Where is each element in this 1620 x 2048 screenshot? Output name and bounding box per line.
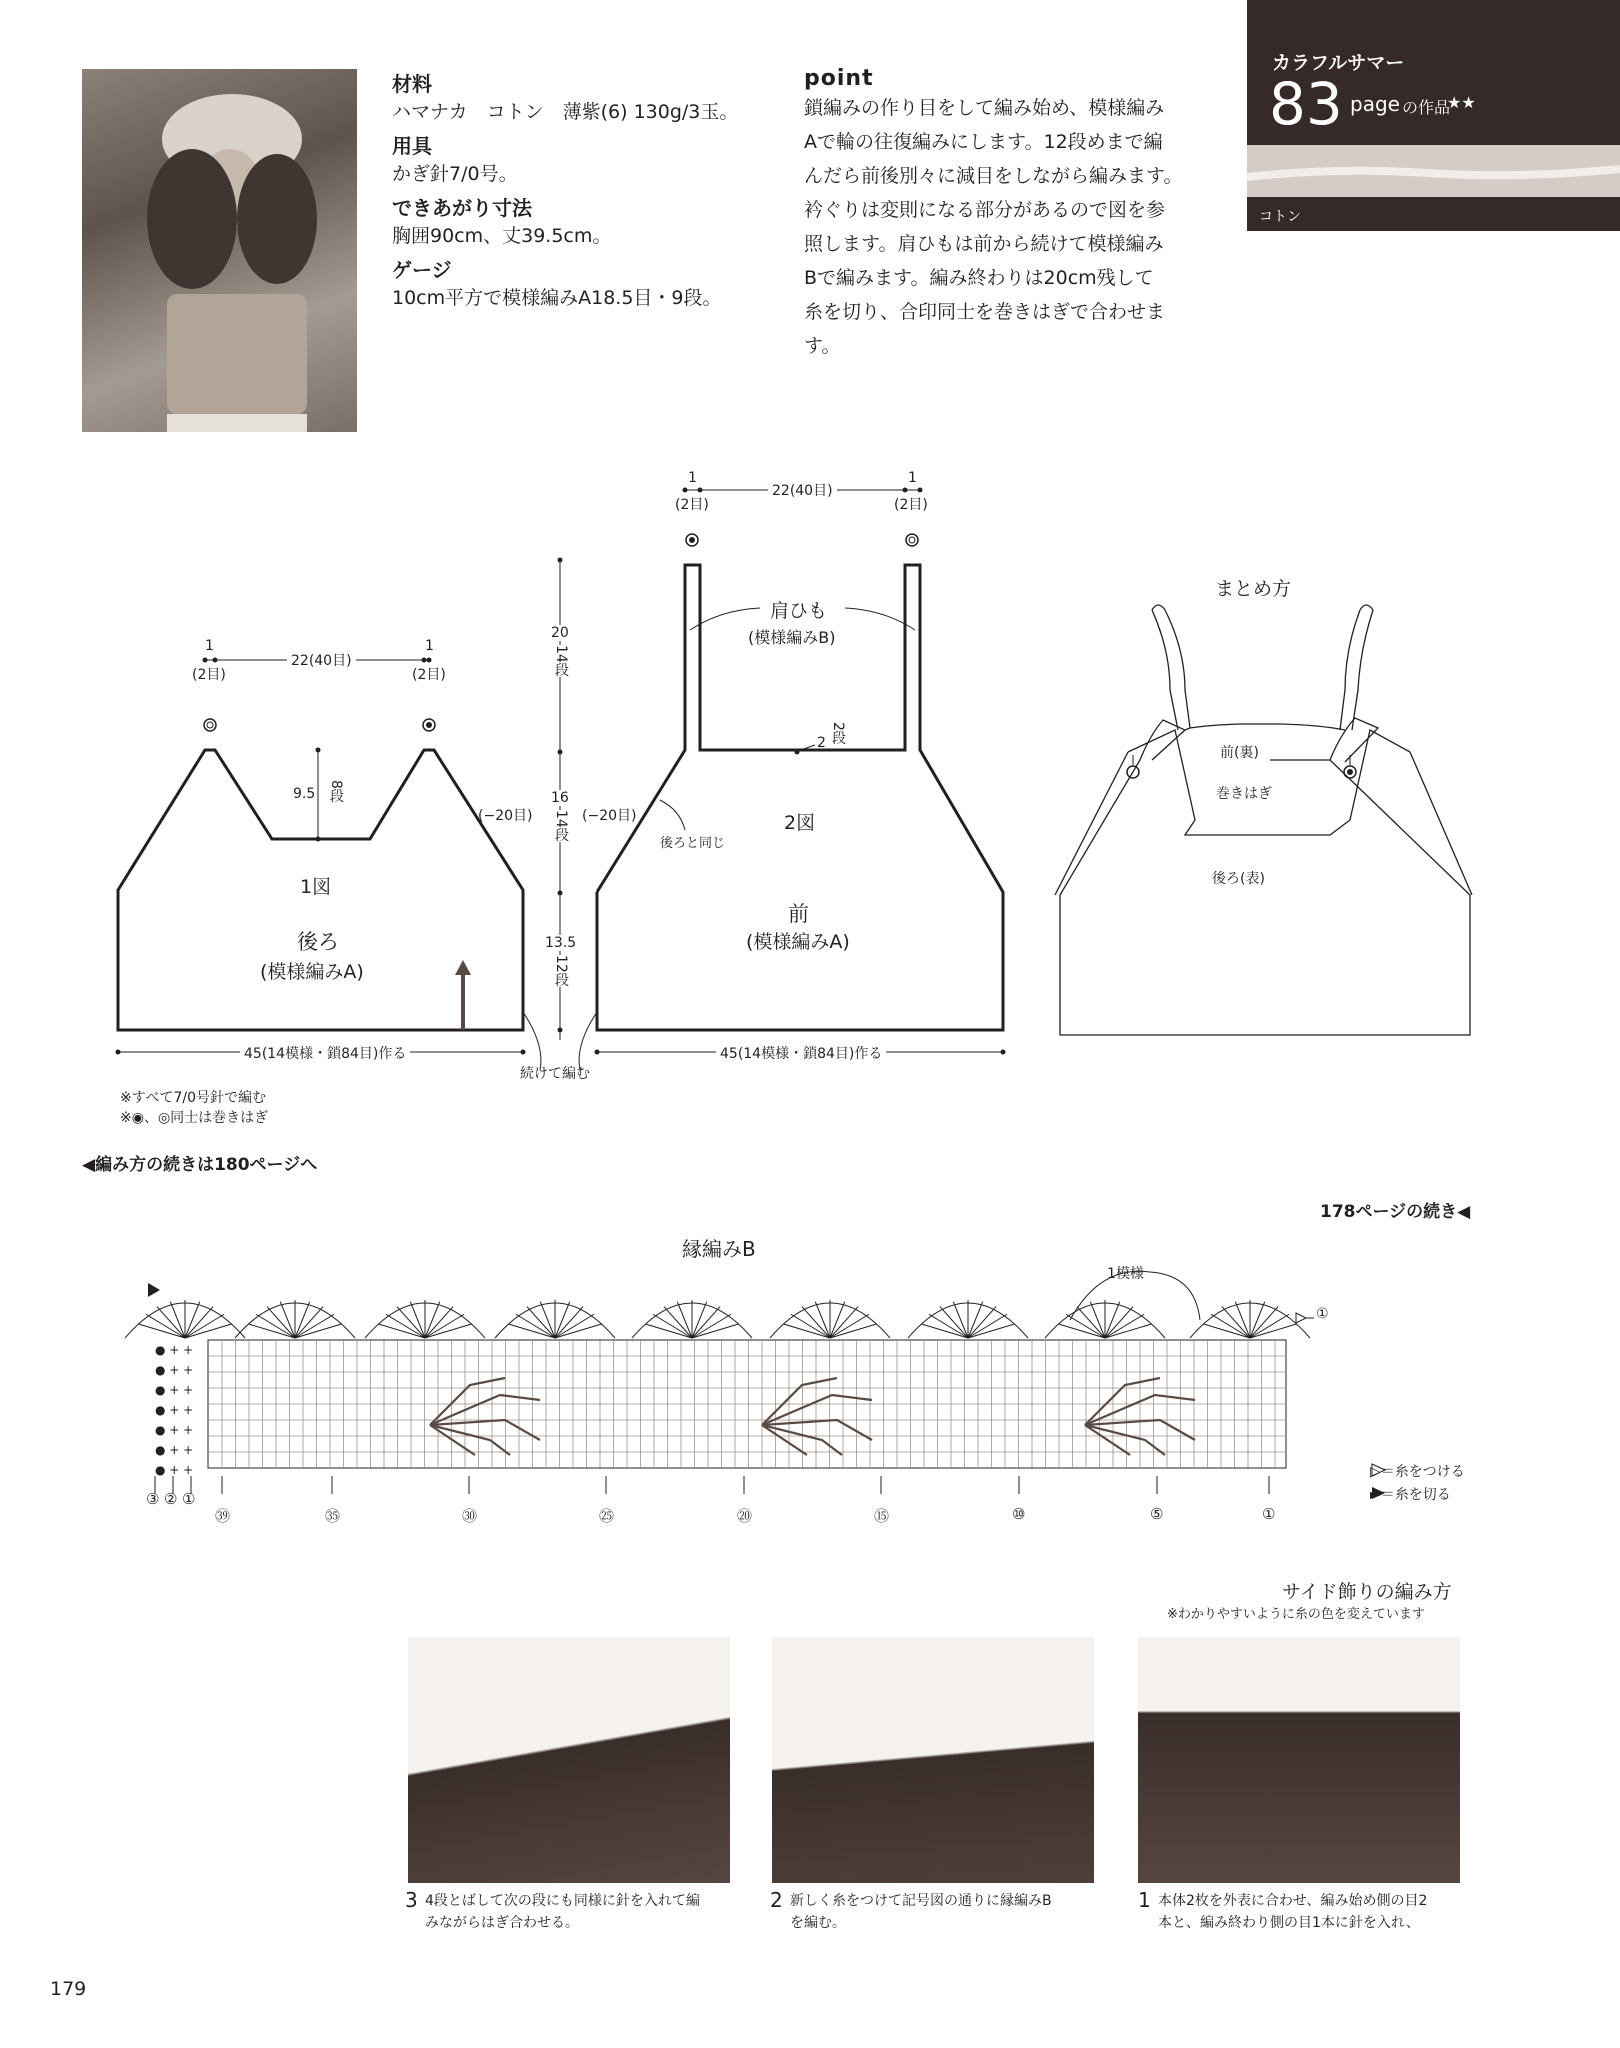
chart-col-number: ⑮ (874, 1507, 890, 1525)
front-edge-st-right: (2目) (894, 497, 928, 513)
tools-value: かぎ針7/0号。 (392, 163, 518, 185)
gauge-label: ゲージ (392, 258, 452, 282)
front-top-width: 22(40目) (768, 480, 837, 500)
neck-depth: 9.5 (293, 786, 316, 802)
height-strap: 20 (551, 625, 569, 641)
front-pattern: (模様編みA) (746, 931, 850, 953)
chart-col-number: ㉕ (599, 1507, 615, 1525)
size-label: できあがり寸法 (392, 196, 532, 220)
strap-pattern: (模様編みB) (748, 628, 836, 647)
chart-col-number: ㉚ (462, 1507, 478, 1525)
point-line: す。 (804, 335, 841, 357)
attach-yarn-icon (1296, 1313, 1306, 1323)
scallop-fan (1190, 1300, 1310, 1338)
legend-cut: ►＝糸を切る (1370, 1487, 1451, 1503)
scallop-fan (770, 1300, 890, 1338)
scallop-row (125, 1300, 1310, 1338)
front-bottom-width: 45(14模様・鎖84目)作る (716, 1043, 886, 1063)
step-2-line: を編む。 (790, 1915, 846, 1931)
step-photo-3 (408, 1637, 730, 1883)
step-1-number: 1 (1138, 1888, 1151, 1912)
note-whip: ※◉、◎同士は巻きはぎ (120, 1110, 269, 1126)
chart-col-number: ⑳ (737, 1507, 753, 1525)
point-line: 衿ぐりは変則になる部分があるので図を参 (804, 199, 1166, 221)
gauge-value: 10cm平方で模様編みA18.5目・9段。 (392, 287, 722, 309)
point-line: 照します。肩ひもは前から続けて模様編み (804, 233, 1164, 255)
svg-text:● + +: ● + + (155, 1443, 194, 1457)
side-note: ※わかりやすいように糸の色を変えています (1167, 1607, 1425, 1622)
legend-attach: ▷＝糸をつける (1370, 1464, 1465, 1480)
front-edge-one-left: 1 (688, 470, 697, 486)
assembly-back-front: 後ろ(表) (1212, 871, 1265, 887)
height-body: 13.5 (545, 935, 577, 951)
assembly-whip: 巻きはぎ (1216, 786, 1272, 802)
continue-to-link[interactable]: ◀編み方の続きは180ページへ (82, 1155, 318, 1175)
height-arm: 16 (551, 790, 569, 806)
point-line: んだら前後別々に減目をしながら編みます。 (804, 165, 1183, 187)
chart-col-number: ⑩ (1012, 1505, 1026, 1523)
repeat-label: 1模様 (1107, 1266, 1144, 1282)
chart-row-number: ③ (146, 1490, 160, 1508)
point-line: Bで編みます。編み終わりは20cm残して (804, 267, 1154, 289)
two-rows-num: 2 (817, 735, 826, 751)
step-2-number: 2 (770, 1888, 783, 1912)
scallop-fan (1045, 1300, 1165, 1338)
point-line: Aで輪の往復編みにします。12段めまで編 (804, 131, 1163, 153)
scallop-fan (365, 1300, 485, 1338)
assembly-title: まとめ方 (1215, 578, 1292, 600)
row-marker: ① (1316, 1306, 1329, 1322)
page-number: 179 (50, 1978, 87, 2000)
step-1-line: 本と、編み終わり側の目1本に針を入れ、 (1158, 1915, 1420, 1931)
scallop-fan (632, 1300, 752, 1338)
chart-title: 縁編みB (682, 1237, 756, 1261)
height-strap-rows: 14段 (553, 645, 569, 677)
note-needle: ※すべて7/0号針で編む (120, 1090, 266, 1106)
strap-label: 肩ひも (770, 600, 828, 622)
step-1-text (1158, 1890, 1468, 1934)
difficulty-stars: ★★ (1447, 93, 1476, 112)
svg-text:● + +: ● + + (155, 1363, 194, 1377)
scallop-fan (495, 1300, 615, 1338)
front-edge-st-left: (2目) (675, 497, 709, 513)
cut-yarn-icon (148, 1283, 160, 1297)
svg-text:● + +: ● + + (155, 1423, 194, 1437)
back-edge-one-left: 1 (205, 638, 214, 654)
front-side-dec: (−20目) (582, 808, 637, 824)
height-arm-rows: 14段 (553, 810, 569, 842)
step-3-number: 3 (405, 1888, 418, 1912)
same-as-back: 後ろと同じ (660, 836, 726, 851)
back-edge-one-right: 1 (425, 638, 434, 654)
step-2-line: 新しく糸をつけて記号図の通りに縁編みB (790, 1893, 1052, 1909)
tools-label: 用具 (392, 134, 432, 158)
back-top-width: 22(40目) (287, 650, 356, 670)
assembly-front-back: 前(裏) (1220, 745, 1259, 761)
chart-row-number: ① (182, 1490, 196, 1508)
fig1-label: 1図 (300, 876, 332, 898)
step-3-line: みながらはぎ合わせる。 (425, 1915, 579, 1931)
back-label: 後ろ (297, 930, 339, 954)
svg-text:● + +: ● + + (155, 1403, 194, 1417)
neck-rows: 8段 (328, 780, 344, 803)
back-edge-st-right: (2目) (412, 667, 446, 683)
two-rows-unit: 2段 (830, 722, 846, 745)
scallop-fan (125, 1300, 245, 1338)
front-label: 前 (788, 902, 809, 926)
step-photo-1 (1138, 1637, 1460, 1883)
scallop-fan (235, 1300, 355, 1338)
step-3-line: 4段とばして次の段にも同様に針を入れて編 (425, 1893, 700, 1909)
back-edge-st-left: (2目) (192, 667, 226, 683)
chart-col-number: ① (1262, 1505, 1276, 1523)
svg-text:● + +: ● + + (155, 1383, 194, 1397)
works-label: の作品 (1402, 98, 1451, 117)
materials-value: ハマナカ コトン 薄紫(6) 130g/3玉。 (392, 101, 739, 123)
chart-row-number: ② (164, 1490, 178, 1508)
chart-col-number: ㉟ (325, 1507, 341, 1525)
page-ref-number: 83 (1269, 70, 1343, 138)
point-line: 糸を切り、合印同士を巻きはぎで合わせま (804, 301, 1166, 323)
continue-label: 続けて編む (520, 1066, 590, 1082)
side-title: サイド飾りの編み方 (1282, 1581, 1452, 1603)
height-body-rows: 12段 (553, 955, 569, 987)
scallop-fan (908, 1300, 1028, 1338)
chart-col-number: ㊴ (215, 1507, 231, 1525)
step-2-text (790, 1890, 1100, 1934)
step-photo-2 (772, 1637, 1094, 1883)
svg-text:● + +: ● + + (155, 1343, 194, 1357)
back-bottom-width: 45(14模様・鎖84目)作る (240, 1043, 410, 1063)
left-edge-marks (155, 1343, 193, 1477)
point-title: point (804, 66, 874, 91)
chart-col-number: ⑤ (1150, 1505, 1164, 1523)
page-ref-word: page (1350, 92, 1400, 116)
fig2-label: 2図 (784, 812, 816, 834)
step-1-line: 本体2枚を外表に合わせ、編み始め側の目2 (1158, 1893, 1428, 1909)
svg-text:● + +: ● + + (155, 1463, 194, 1477)
front-edge-one-right: 1 (908, 470, 917, 486)
size-value: 胸囲90cm、丈39.5cm。 (392, 225, 612, 247)
yarn-caption: コトン (1259, 209, 1301, 225)
materials-label: 材料 (392, 72, 432, 96)
point-line: 鎖編みの作り目をして編み始め、模様編み (804, 97, 1165, 119)
step-3-text (425, 1890, 735, 1934)
back-pattern: (模様編みA) (260, 961, 364, 983)
back-side-dec: (−20目) (478, 808, 533, 824)
series-title: カラフルサマー (1272, 52, 1405, 74)
continued-from-link[interactable]: 178ページの続き◀ (1320, 1202, 1471, 1222)
